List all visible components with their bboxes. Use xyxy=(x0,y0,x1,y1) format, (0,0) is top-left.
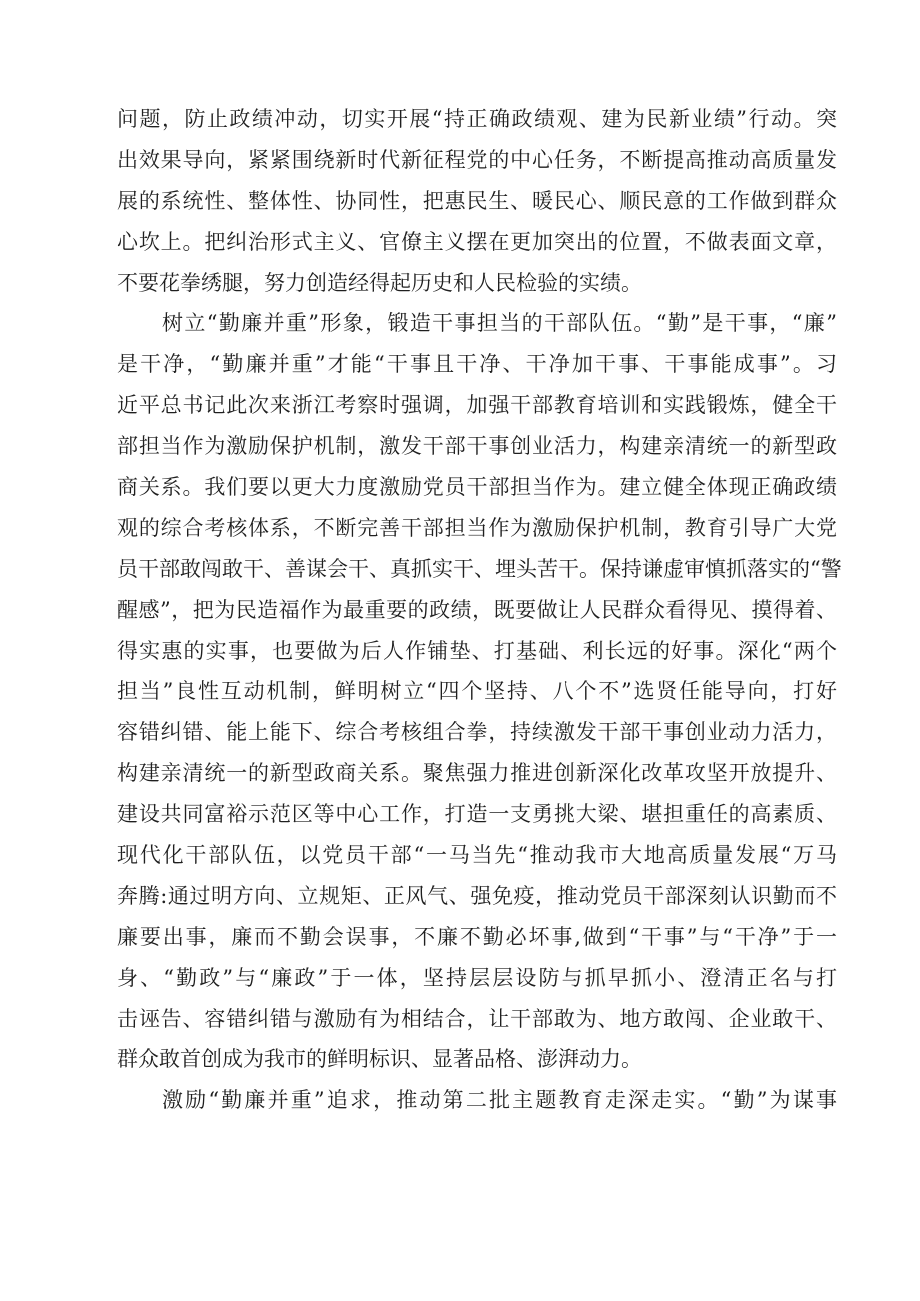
text-line: 醒感”，把为民造福作为最重要的政绩，既要做让人民群众看得见、摸得着、 xyxy=(117,597,837,622)
text-line: 部担当作为激励保护机制，激发干部干事创业活力，构建亲清统一的新型政 xyxy=(117,434,837,459)
text-line: 构建亲清统一的新型政商关系。聚焦强力推进创新深化改革攻坚开放提升、 xyxy=(117,761,837,786)
text-line: 近平总书记此次来浙江考察时强调，加强干部教育培训和实践锻炼，健全干 xyxy=(117,393,837,418)
paragraph xyxy=(117,99,837,303)
text-line: 奔腾:通过明方向、立规矩、正风气、强免疫，推动党员干部深刻认识勤而不 xyxy=(117,883,837,908)
text-line: 担当”良性互动机制，鲜明树立“四个坚持、八个不”选贤任能导向，打好 xyxy=(117,679,837,704)
text-line: 观的综合考核体系，不断完善干部担当作为激励保护机制，教育引导广大党 xyxy=(117,515,837,540)
text-line: 展的系统性、整体性、协同性，把惠民生、暖民心、顺民意的工作做到群众 xyxy=(117,188,837,213)
text-line: 击诬告、容错纠错与激励有为相结合，让干部敢为、地方敢闯、企业敢干、 xyxy=(117,1006,837,1031)
text-line: 是干净，“勤廉并重”才能“干事且干净、干净加干事、干事能成事”。习 xyxy=(117,352,837,377)
text-line: 身、“勤政”与“廉政”于一体，坚持层层设防与抓早抓小、澄清正名与打 xyxy=(117,965,837,990)
text-line: 激励“勤廉并重”追求，推动第二批主题教育走深走实。“勤”为谋事 xyxy=(162,1088,837,1113)
text-line: 廉要出事，廉而不勤会误事，不廉不勤必坏事,做到“干事”与“干净”于一 xyxy=(117,924,837,949)
paragraph xyxy=(117,1080,837,1121)
text-line: 建设共同富裕示范区等中心工作，打造一支勇挑大梁、堪担重任的高素质、 xyxy=(117,802,837,827)
text-line: 出效果导向，紧紧围绕新时代新征程党的中心任务，不断提高推动高质量发 xyxy=(117,147,837,172)
text-line: 不要花拳绣腿，努力创造经得起历史和人民检验的实绩。 xyxy=(117,270,642,295)
document-body xyxy=(117,99,842,1121)
text-line: 现代化干部队伍，以党员干部“一马当先“推动我市大地高质量发展“万马 xyxy=(117,843,837,868)
text-line: 心坎上。把纠治形式主义、官僚主义摆在更加突出的位置，不做表面文章， xyxy=(117,229,837,254)
text-line: 问题，防止政绩冲动，切实开展“持正确政绩观、建为民新业绩”行动。突 xyxy=(117,107,837,131)
text-line: 得实惠的实事，也要做为后人作铺垫、打基础、利长远的好事。深化“两个 xyxy=(117,638,837,663)
text-line: 树立“勤廉并重”形象，锻造干事担当的干部队伍。“勤”是干事，“廉” xyxy=(162,311,837,336)
text-line: 容错纠错、能上能下、综合考核组合拳，持续激发干部干事创业动力活力， xyxy=(117,720,837,745)
text-line: 群众敢首创成为我市的鲜明标识、显著品格、澎湃动力。 xyxy=(117,1047,642,1072)
text-line: 商关系。我们要以更大力度激励党员干部担当作为。建立健全体现正确政绩 xyxy=(117,475,837,500)
paragraph xyxy=(117,303,842,1080)
text-line: 员干部敢闯敢干、善谋会干、真抓实干、埋头苦干。保持谦虚审慎抓落实的“警 xyxy=(117,556,842,581)
